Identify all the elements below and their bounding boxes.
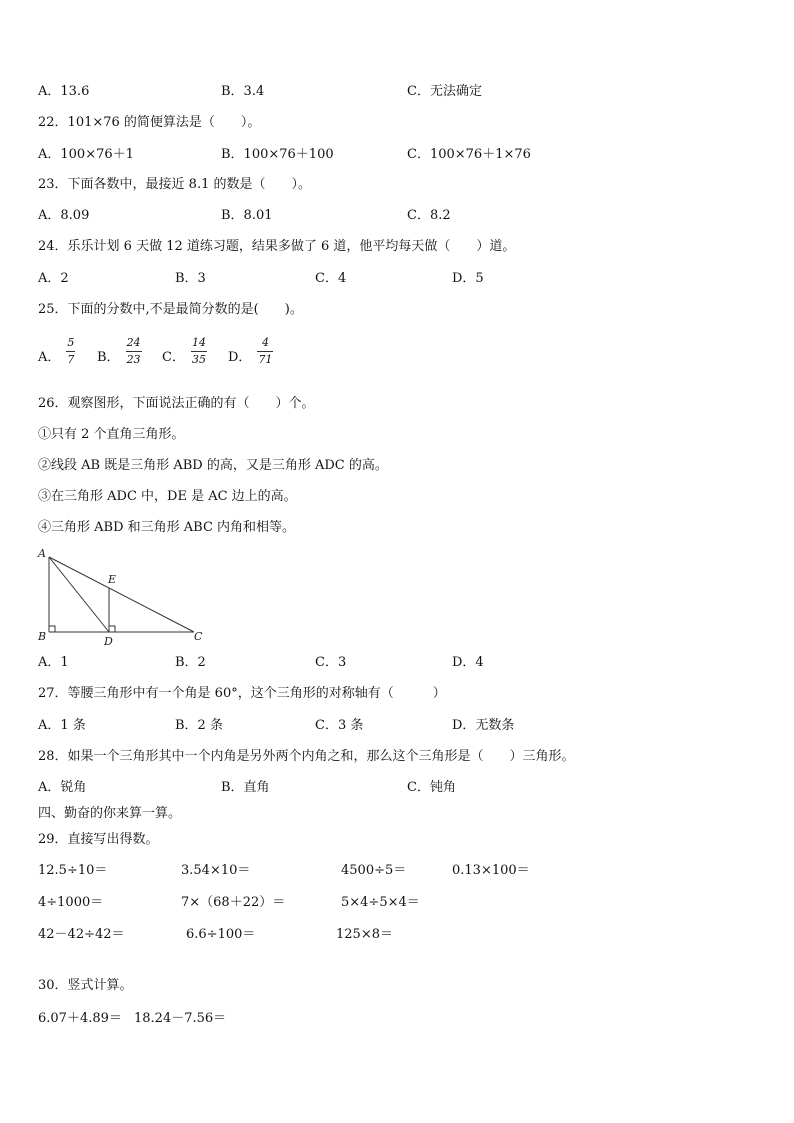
q26-statement-3: ③在三角形 ADC 中，DE 是 AC 边上的高。 [38,489,297,504]
q29-calc: 7×（68＋22）＝ [181,895,286,910]
q24-option-c: C．4 [315,271,347,286]
q25-stem: 25．下面的分数中,不是最简分数的是( )。 [38,302,303,317]
q28-option-c: C．钝角 [407,780,456,795]
q25-option-b [97,337,142,366]
label-a: A [38,547,46,560]
q22-option-b: B．100×76＋100 [221,147,334,162]
label-b: B [38,630,47,643]
q25-option-a [38,337,75,366]
q24-option-b: B．3 [175,271,206,286]
q26-option-b: B．2 [175,655,206,670]
fraction [257,337,273,366]
label-c: C [194,630,203,643]
q23-option-c: C．8.2 [407,208,451,223]
q29-calc: 4÷1000＝ [38,895,104,910]
q24-option-a: A．2 [38,271,69,286]
segment-ad [49,557,109,632]
q27-option-c: C．3 条 [315,718,364,733]
denominator: 23 [126,353,141,366]
numerator: 4 [261,336,269,349]
fraction-bar [257,351,273,352]
denominator: 35 [191,353,206,366]
q29-calc: 0.13×100＝ [452,863,530,878]
q23-option-a: A．8.09 [38,208,90,223]
q27-option-b: B．2 条 [175,718,223,733]
numerator: 14 [191,336,206,349]
q26-statement-4: ④三角形 ABD 和三角形 ABC 内角和相等。 [38,520,296,535]
segment-ac [49,557,194,632]
fraction-bar [126,351,142,352]
q29-calc: 42－42÷42＝ [38,927,125,942]
fraction-bar [191,351,207,352]
q27-option-d: D．无数条 [452,718,515,733]
q25-option-d [228,337,273,366]
q27-option-a: A．1 条 [38,718,86,733]
q27-stem: 27．等腰三角形中有一个角是 60°，这个三角形的对称轴有（ ） [38,686,446,701]
q22-option-a: A．100×76＋1 [38,147,134,162]
q30-stem: 30．竖式计算。 [38,978,133,993]
section-heading: 四、勤奋的你来算一算。 [38,806,182,821]
option-label: B． [97,350,120,365]
q28-stem: 28．如果一个三角形其中一个内角是另外两个内角之和，那么这个三角形是（ ）三角形。 [38,749,575,764]
q26-stem: 26．观察图形，下面说法正确的有（ ）个。 [38,396,315,411]
q23-stem: 23．下面各数中，最接近 8.1 的数是（ ）。 [38,177,311,192]
option-label: D． [228,350,252,365]
q29-calc: 3.54×10＝ [181,863,251,878]
q29-calc: 4500÷5＝ [341,863,407,878]
q26-statement-1: ①只有 2 个直角三角形。 [38,427,185,442]
denominator: 71 [258,353,273,366]
q21-option-a: A．13.6 [38,84,90,99]
option-label: C． [162,350,185,365]
q25-option-c [162,337,207,366]
q29-calc: 12.5÷10＝ [38,863,108,878]
q29-calc: 125×8＝ [336,927,393,942]
fraction-bar [66,351,75,352]
q26-triangle-figure [34,545,214,650]
fraction [191,337,207,366]
q21-option-b: B．3.4 [221,84,265,99]
q22-option-c: C．100×76＋1×76 [407,147,531,162]
q24-option-d: D．5 [452,271,484,286]
option-label: A． [38,350,61,365]
q26-option-a: A．1 [38,655,69,670]
q26-statement-2: ②线段 AB 既是三角形 ABD 的高，又是三角形 ADC 的高。 [38,458,388,473]
label-d: D [104,635,113,648]
q21-option-c: C．无法确定 [407,84,482,99]
numerator: 24 [126,336,141,349]
q28-option-b: B．直角 [221,780,270,795]
right-angle-mark-b [49,626,55,632]
q26-option-c: C．3 [315,655,347,670]
q30-calc: 18.24－7.56＝ [134,1011,227,1026]
fraction [126,337,142,366]
q28-option-a: A．锐角 [38,780,87,795]
right-angle-mark-d [109,626,115,632]
q30-calc: 6.07＋4.89＝ [38,1011,122,1026]
denominator: 7 [67,353,75,366]
fraction [66,337,75,366]
numerator: 5 [67,336,75,349]
q22-stem: 22．101×76 的简便算法是（ ）。 [38,115,261,130]
q29-stem: 29．直接写出得数。 [38,832,159,847]
q29-calc: 6.6÷100＝ [186,927,256,942]
q26-option-d: D．4 [452,655,484,670]
q24-stem: 24．乐乐计划 6 天做 12 道练习题，结果多做了 6 道，他平均每天做（ ）道。 [38,239,516,254]
label-e: E [108,573,117,586]
q23-option-b: B．8.01 [221,208,273,223]
q29-calc: 5×4÷5×4＝ [341,895,420,910]
